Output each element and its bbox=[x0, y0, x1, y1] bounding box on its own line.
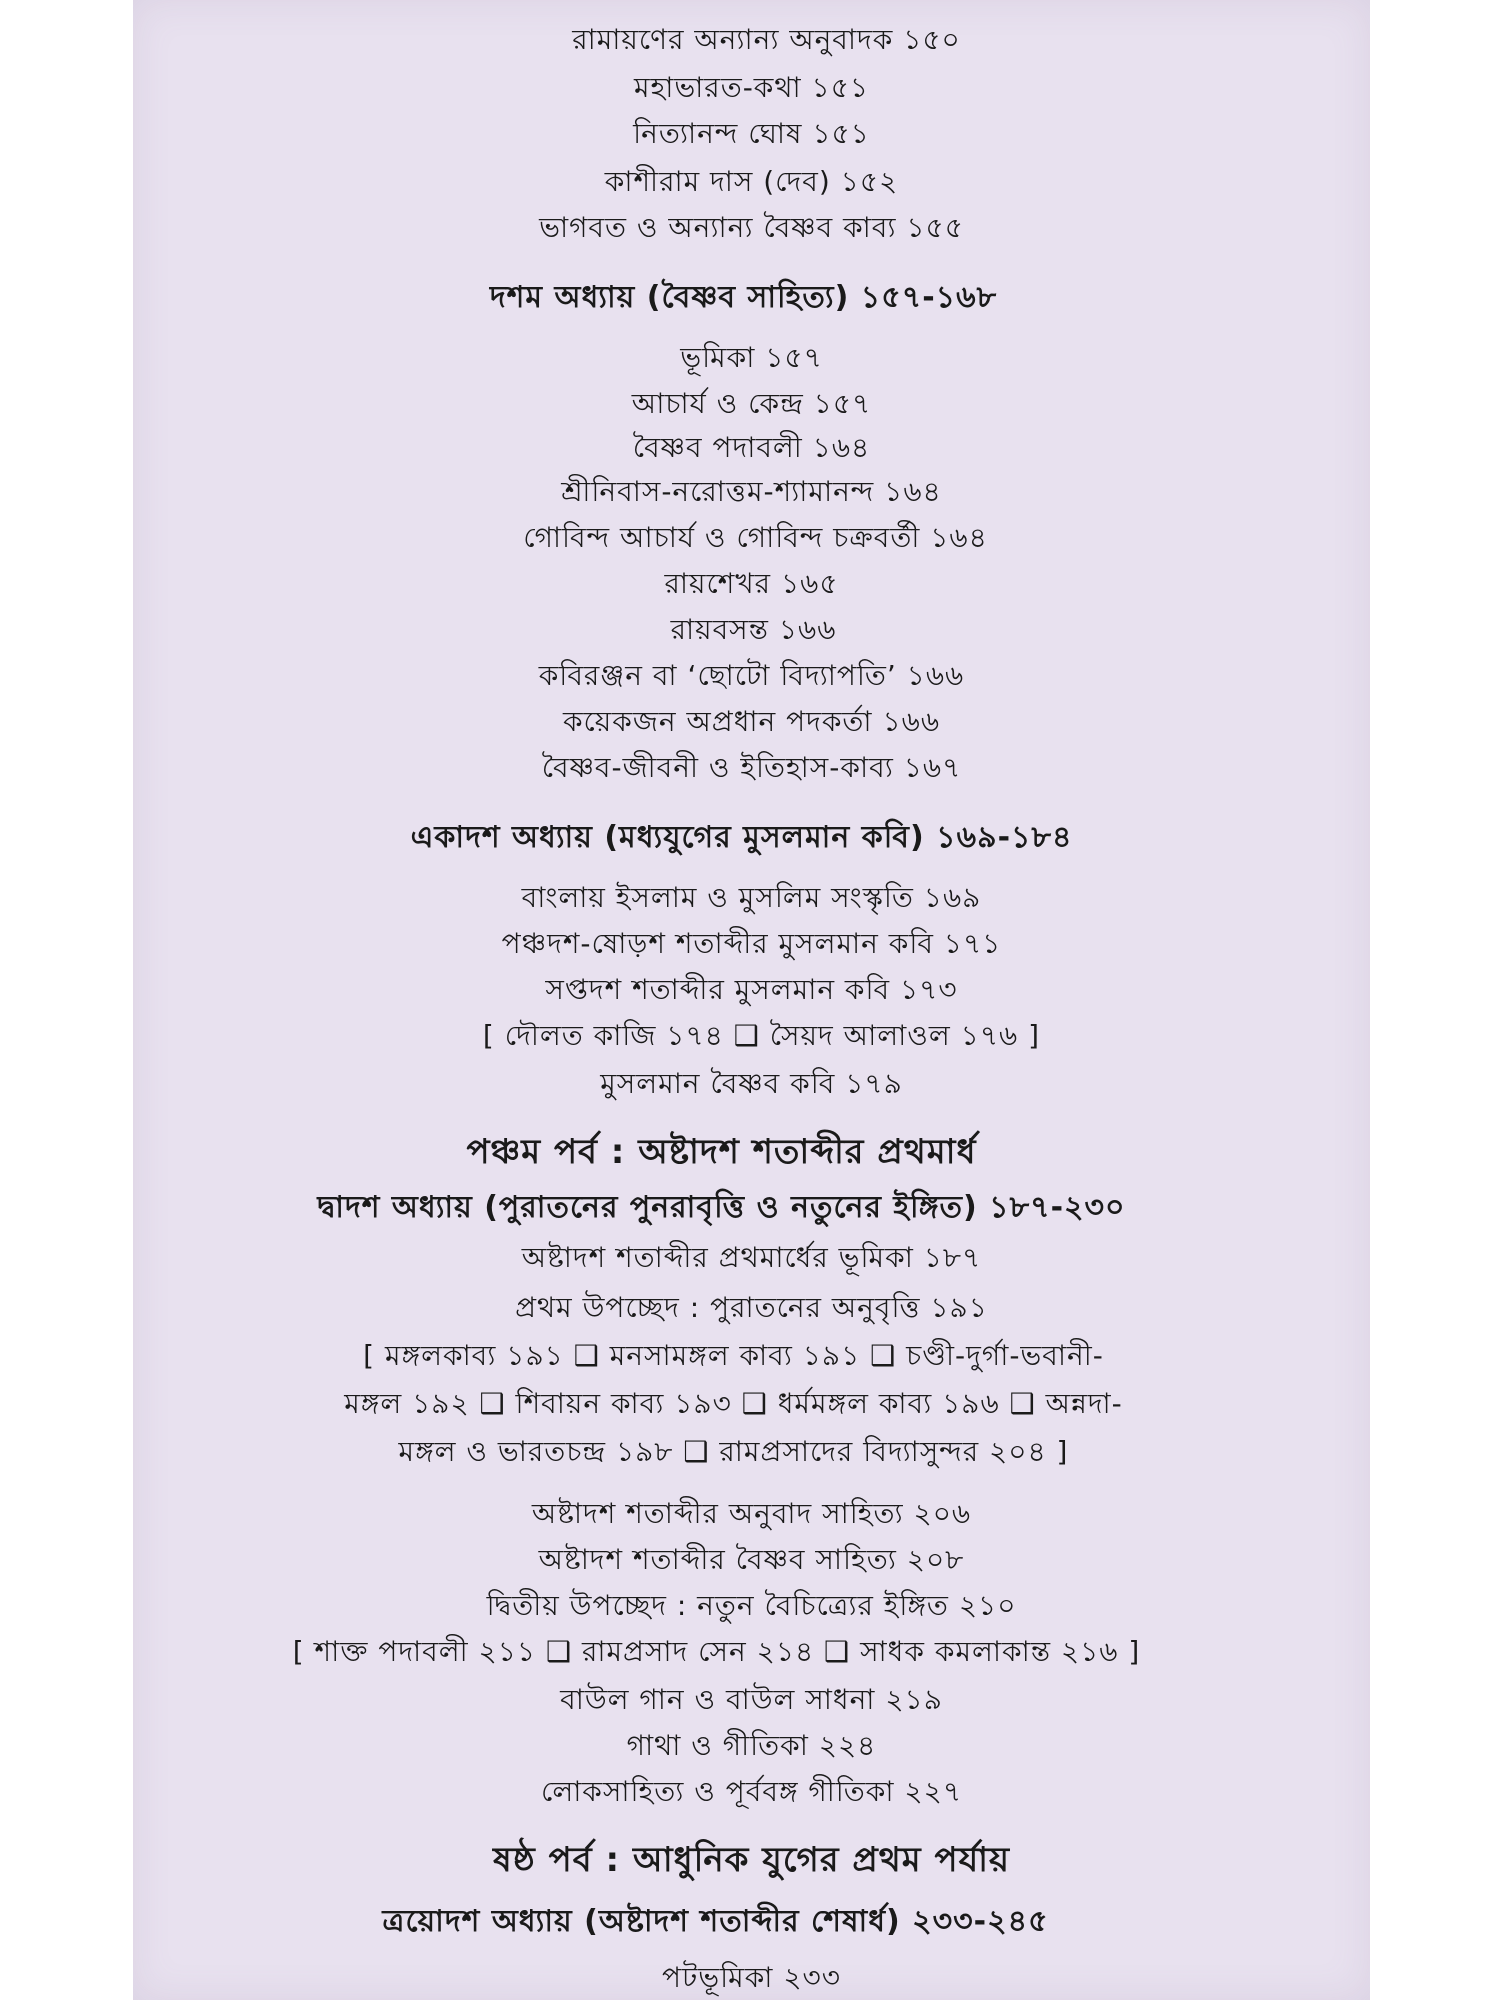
toc-entry: অষ্টাদশ শতাব্দীর অনুবাদ সাহিত্য ২০৬ bbox=[531, 1497, 972, 1530]
toc-entry: রায়শেখর ১৬৫ bbox=[664, 567, 839, 600]
chapter-heading: দশম অধ্যায় (বৈষ্ণব সাহিত্য) ১৫৭-১৬৮ bbox=[489, 280, 998, 315]
toc-entry: নিত্যানন্দ ঘোষ ১৫১ bbox=[633, 117, 870, 150]
toc-entry: কয়েকজন অপ্রধান পদকর্তা ১৬৬ bbox=[562, 705, 941, 738]
toc-entry: কাশীরাম দাস (দেব) ১৫২ bbox=[604, 165, 899, 198]
toc-entry: ভূমিকা ১৫৭ bbox=[680, 341, 823, 374]
document-page bbox=[133, 0, 1370, 2000]
chapter-heading: দ্বাদশ অধ্যায় (পুরাতনের পুনরাবৃত্তি ও নতুনের ইঙ্গিত) ১৮৭-২৩০ bbox=[317, 1190, 1126, 1225]
chapter-heading: একাদশ অধ্যায় (মধ্যযুগের মুসলমান কবি) ১৬৯-১৮৪ bbox=[410, 820, 1073, 855]
toc-entry: দ্বিতীয় উপচ্ছেদ : নতুন বৈচিত্র্যের ইঙ্গিত ২১০ bbox=[486, 1589, 1017, 1622]
chapter-heading: ত্রয়োদশ অধ্যায় (অষ্টাদশ শতাব্দীর শেষার্ধ) ২৩৩-২৪৫ bbox=[382, 1904, 1049, 1939]
toc-entry: গাথা ও গীতিকা ২২৪ bbox=[626, 1729, 877, 1762]
toc-entry: মঙ্গল ও ভারতচন্দ্র ১৯৮ ❑ রামপ্রসাদের বিদ্যাসুন্দর ২০৪ ] bbox=[398, 1435, 1069, 1468]
toc-entry: [ মঙ্গলকাব্য ১৯১ ❑ মনসামঙ্গল কাব্য ১৯১ ❑ চণ্ডী-দুর্গা-ভবানী- bbox=[363, 1339, 1104, 1372]
toc-entry: বাউল গান ও বাউল সাধনা ২১৯ bbox=[560, 1683, 943, 1716]
toc-entry: ভাগবত ও অন্যান্য বৈষ্ণব কাব্য ১৫৫ bbox=[539, 211, 964, 244]
toc-entry: মহাভারত-কথা ১৫১ bbox=[633, 71, 870, 104]
toc-entry: মুসলমান বৈষ্ণব কবি ১৭৯ bbox=[600, 1067, 903, 1100]
toc-entry: কবিরঞ্জন বা ‘ছোটো বিদ্যাপতি’ ১৬৬ bbox=[538, 659, 965, 692]
toc-entry: শ্রীনিবাস-নরোত্তম-শ্যামানন্দ ১৬৪ bbox=[561, 475, 942, 508]
toc-entry: রামায়ণের অন্যান্য অনুবাদক ১৫০ bbox=[572, 23, 961, 56]
toc-entry: লোকসাহিত্য ও পূর্ববঙ্গ গীতিকা ২২৭ bbox=[540, 1775, 963, 1808]
toc-entry: সপ্তদশ শতাব্দীর মুসলমান কবি ১৭৩ bbox=[545, 973, 958, 1006]
toc-entry: রায়বসন্ত ১৬৬ bbox=[670, 613, 837, 646]
toc-entry: গোবিন্দ আচার্য ও গোবিন্দ চক্রবর্তী ১৬৪ bbox=[523, 521, 988, 554]
toc-entry: বৈষ্ণব পদাবলী ১৬৪ bbox=[632, 431, 871, 464]
toc-entry: বৈষ্ণব-জীবনী ও ইতিহাস-কাব্য ১৬৭ bbox=[541, 751, 962, 784]
part-heading: ষষ্ঠ পর্ব : আধুনিক যুগের প্রথম পর্যায় bbox=[492, 1840, 1011, 1880]
toc-entry: পটভূমিকা ২৩৩ bbox=[662, 1961, 841, 1994]
toc-entry: বাংলায় ইসলাম ও মুসলিম সংস্কৃতি ১৬৯ bbox=[521, 881, 982, 914]
toc-entry: পঞ্চদশ-ষোড়শ শতাব্দীর মুসলমান কবি ১৭১ bbox=[501, 927, 1002, 960]
toc-entry: প্রথম উপচ্ছেদ : পুরাতনের অনুবৃত্তি ১৯১ bbox=[515, 1291, 988, 1324]
toc-entry: অষ্টাদশ শতাব্দীর বৈষ্ণব সাহিত্য ২০৮ bbox=[538, 1543, 965, 1576]
part-heading: পঞ্চম পর্ব : অষ্টাদশ শতাব্দীর প্রথমার্ধ bbox=[466, 1132, 977, 1172]
toc-entry: আচার্য ও কেন্দ্র ১৫৭ bbox=[631, 387, 872, 420]
toc-entry: মঙ্গল ১৯২ ❑ শিবায়ন কাব্য ১৯৩ ❑ ধর্মমঙ্গল কাব্য ১৯৬ ❑ অন্নদা- bbox=[344, 1387, 1123, 1420]
toc-entry: [ দৌলত কাজি ১৭৪ ❑ সৈয়দ আলাওল ১৭৬ ] bbox=[482, 1019, 1041, 1052]
toc-entry: [ শাক্ত পদাবলী ২১১ ❑ রামপ্রসাদ সেন ২১৪ ❑ সাধক কমলাকান্ত ২১৬ ] bbox=[292, 1635, 1141, 1668]
toc-entry: অষ্টাদশ শতাব্দীর প্রথমার্ধের ভূমিকা ১৮৭ bbox=[521, 1241, 982, 1274]
